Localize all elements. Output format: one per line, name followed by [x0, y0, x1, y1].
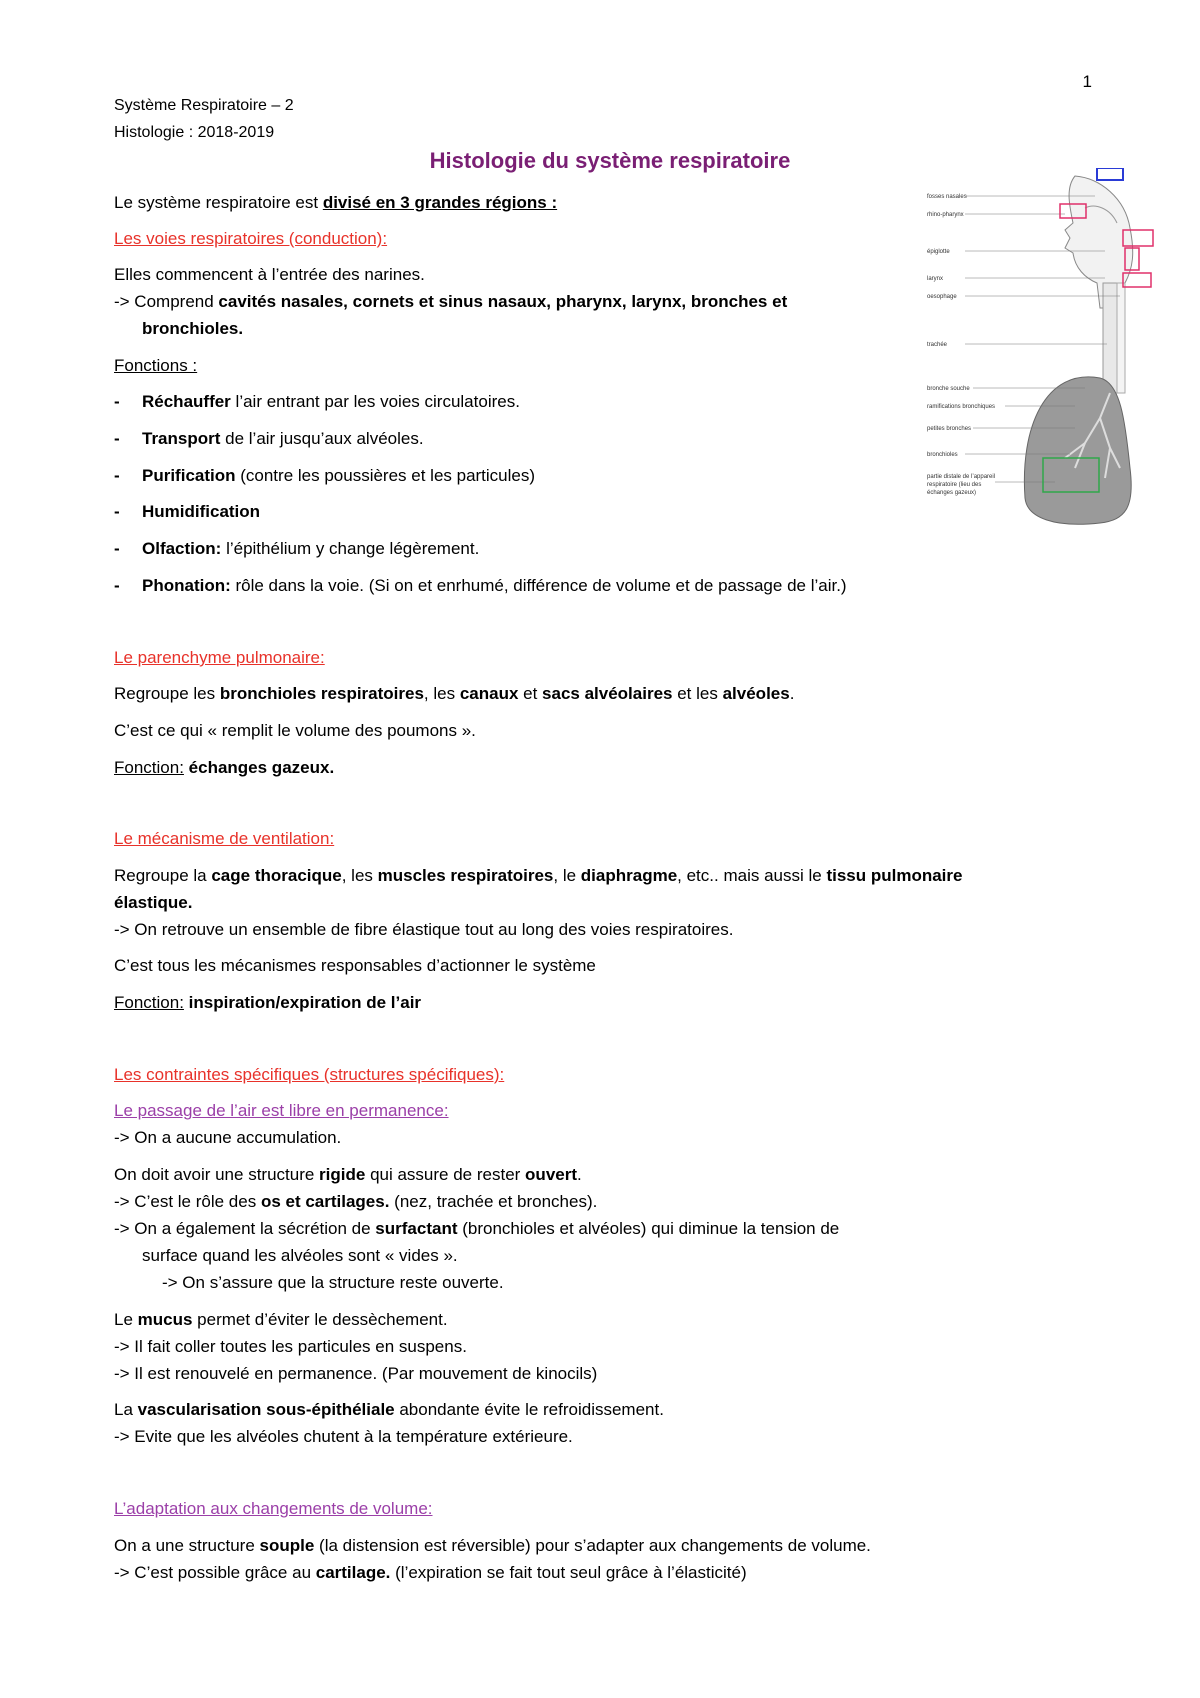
contraintes-sub-2: L’adaptation aux changements de volume: — [114, 1499, 433, 1518]
intro-text: Le système respiratoire est — [114, 193, 323, 212]
bullet-bold: Réchauffer — [142, 392, 231, 411]
fonctions-label: Fonctions : — [114, 356, 198, 375]
bullet-text: l’air entrant par les voies circulatoires. — [230, 392, 520, 411]
svg-text:ramifications bronchiques: ramifications bronchiques — [927, 404, 996, 410]
intro-emphasis: divisé en 3 grandes régions : — [322, 193, 558, 212]
contraintes-line: -> C’est le rôle des os et cartilages. (nez, trachée et bronches). — [114, 1192, 598, 1211]
contraintes-heading: Les contraintes spécifiques (structures spécifiques): — [114, 1065, 505, 1084]
page-title: Histologie du système respiratoire — [429, 148, 791, 173]
parenchyme-line-1: Regroupe les bronchioles respiratoires, les canaux et sacs alvéolaires et les alvéoles. — [114, 684, 795, 703]
voies-line-2-bold: cavités nasales, cornets et sinus nasaux, pharynx, larynx, bronches et — [218, 292, 788, 311]
svg-text:rhino-pharynx: rhino-pharynx — [927, 212, 964, 218]
voies-line-1: Elles commencent à l’entrée des narines. — [114, 265, 425, 284]
bullet-item: - Transport de l’air jusqu’aux alvéoles. — [114, 429, 424, 448]
svg-text:respiratoire (lieu des: respiratoire (lieu des — [927, 482, 982, 488]
contraintes-line: -> Evite que les alvéoles chutent à la température extérieure. — [114, 1427, 573, 1446]
svg-text:larynx: larynx — [927, 276, 944, 282]
svg-text:bronche souche: bronche souche — [927, 386, 970, 392]
contraintes-line: -> C’est possible grâce au cartilage. (l’expiration se fait tout seul grâce à l’élasticité) — [114, 1563, 747, 1582]
respiratory-diagram — [925, 168, 1155, 548]
contraintes-sub-1: Le passage de l’air est libre en permanence: — [114, 1101, 449, 1120]
ventilation-line-3: -> On retrouve un ensemble de fibre élastique tout au long des voies respiratoires. — [114, 920, 734, 939]
voies-line-3-bold: bronchioles. — [142, 319, 244, 338]
parenchyme-line-2: C’est ce qui « remplit le volume des poumons ». — [114, 721, 476, 740]
contraintes-line: -> Il est renouvelé en permanence. (Par mouvement de kinocils) — [114, 1364, 598, 1383]
bullet-item: - Phonation: rôle dans la voie. (Si on et enrhumé, différence de volume et de passage de l’air.) — [114, 576, 847, 595]
header-year: Histologie : 2018-2019 — [114, 124, 275, 141]
svg-text:fosses nasales: fosses nasales — [927, 194, 967, 200]
bullet-bold: Phonation: — [142, 576, 231, 595]
svg-text:trachée: trachée — [927, 342, 948, 348]
parenchyme-fonction: Fonction: échanges gazeux. — [114, 758, 335, 777]
page-number: 1 — [1082, 72, 1092, 91]
contraintes-line: La vascularisation sous-épithéliale abondante évite le refroidissement. — [114, 1400, 664, 1419]
blue-highlight-box — [1097, 168, 1123, 180]
respiratory-system-figure — [925, 168, 1155, 548]
ventilation-fonction: Fonction: inspiration/expiration de l’air — [114, 993, 422, 1012]
svg-text:échanges gazeux): échanges gazeux) — [927, 490, 977, 496]
bullet-text: l’épithélium y change légèrement. — [221, 539, 480, 558]
parenchyme-heading: Le parenchyme pulmonaire: — [114, 648, 325, 667]
bullet-bold: Humidification — [142, 502, 261, 521]
bullet-item: - Olfaction: l’épithélium y change légèrement. — [114, 539, 480, 558]
bullet-bold: Transport — [142, 429, 221, 448]
ventilation-line-4: C’est tous les mécanismes responsables d’actionner le système — [114, 956, 596, 975]
svg-text:oesophage: oesophage — [927, 294, 957, 300]
svg-text:petites bronches: petites bronches — [927, 426, 972, 432]
contraintes-line: -> On a également la sécrétion de surfactant (bronchioles et alvéoles) qui diminue la tension de — [114, 1219, 840, 1238]
contraintes-line: -> On s’assure que la structure reste ouverte. — [162, 1273, 504, 1292]
svg-text:partie distale de l’appareil: partie distale de l’appareil — [927, 474, 996, 480]
ventilation-line-1: Regroupe la cage thoracique, les muscles respiratoires, le diaphragme, etc.. mais aussi le tissu pulmonaire — [114, 866, 963, 885]
bullet-text: rôle dans la voie. (Si on et enrhumé, différence de volume et de passage de l’air.) — [230, 576, 847, 595]
contraintes-line: -> On a aucune accumulation. — [114, 1128, 342, 1147]
header-course: Système Respiratoire – 2 — [114, 97, 294, 114]
bullet-bold: Purification — [142, 466, 236, 485]
bullet-item: - Purification (contre les poussières et les particules) — [114, 466, 536, 485]
bullet-bold: Olfaction: — [142, 539, 222, 558]
contraintes-line: -> Il fait coller toutes les particules en suspens. — [114, 1337, 467, 1356]
voies-line-3 — [142, 318, 243, 340]
voies-heading: Les voies respiratoires (conduction): — [114, 229, 388, 248]
bullet-item: - Humidification — [114, 502, 261, 521]
bullet-item: - Réchauffer l’air entrant par les voies circulatoires. — [114, 392, 520, 411]
ventilation-line-2: élastique. — [114, 893, 193, 912]
contraintes-line: Le mucus permet d’éviter le dessèchement. — [114, 1310, 448, 1329]
svg-text:épiglotte: épiglotte — [927, 249, 950, 255]
voies-line-2 — [114, 291, 787, 313]
ventilation-heading: Le mécanisme de ventilation: — [114, 829, 335, 848]
contraintes-line: surface quand les alvéoles sont « vides ». — [142, 1246, 458, 1265]
contraintes-line: On a une structure souple (la distension est réversible) pour s’adapter aux changements de volume. — [114, 1536, 871, 1555]
voies-line-2-prefix: -> Comprend — [114, 292, 219, 311]
svg-text:bronchioles: bronchioles — [927, 452, 958, 458]
bullet-text: de l’air jusqu’aux alvéoles. — [220, 429, 424, 448]
intro-line — [114, 192, 557, 214]
contraintes-line: On doit avoir une structure rigide qui assure de rester ouvert. — [114, 1165, 582, 1184]
bullet-text: (contre les poussières et les particules) — [235, 466, 536, 485]
